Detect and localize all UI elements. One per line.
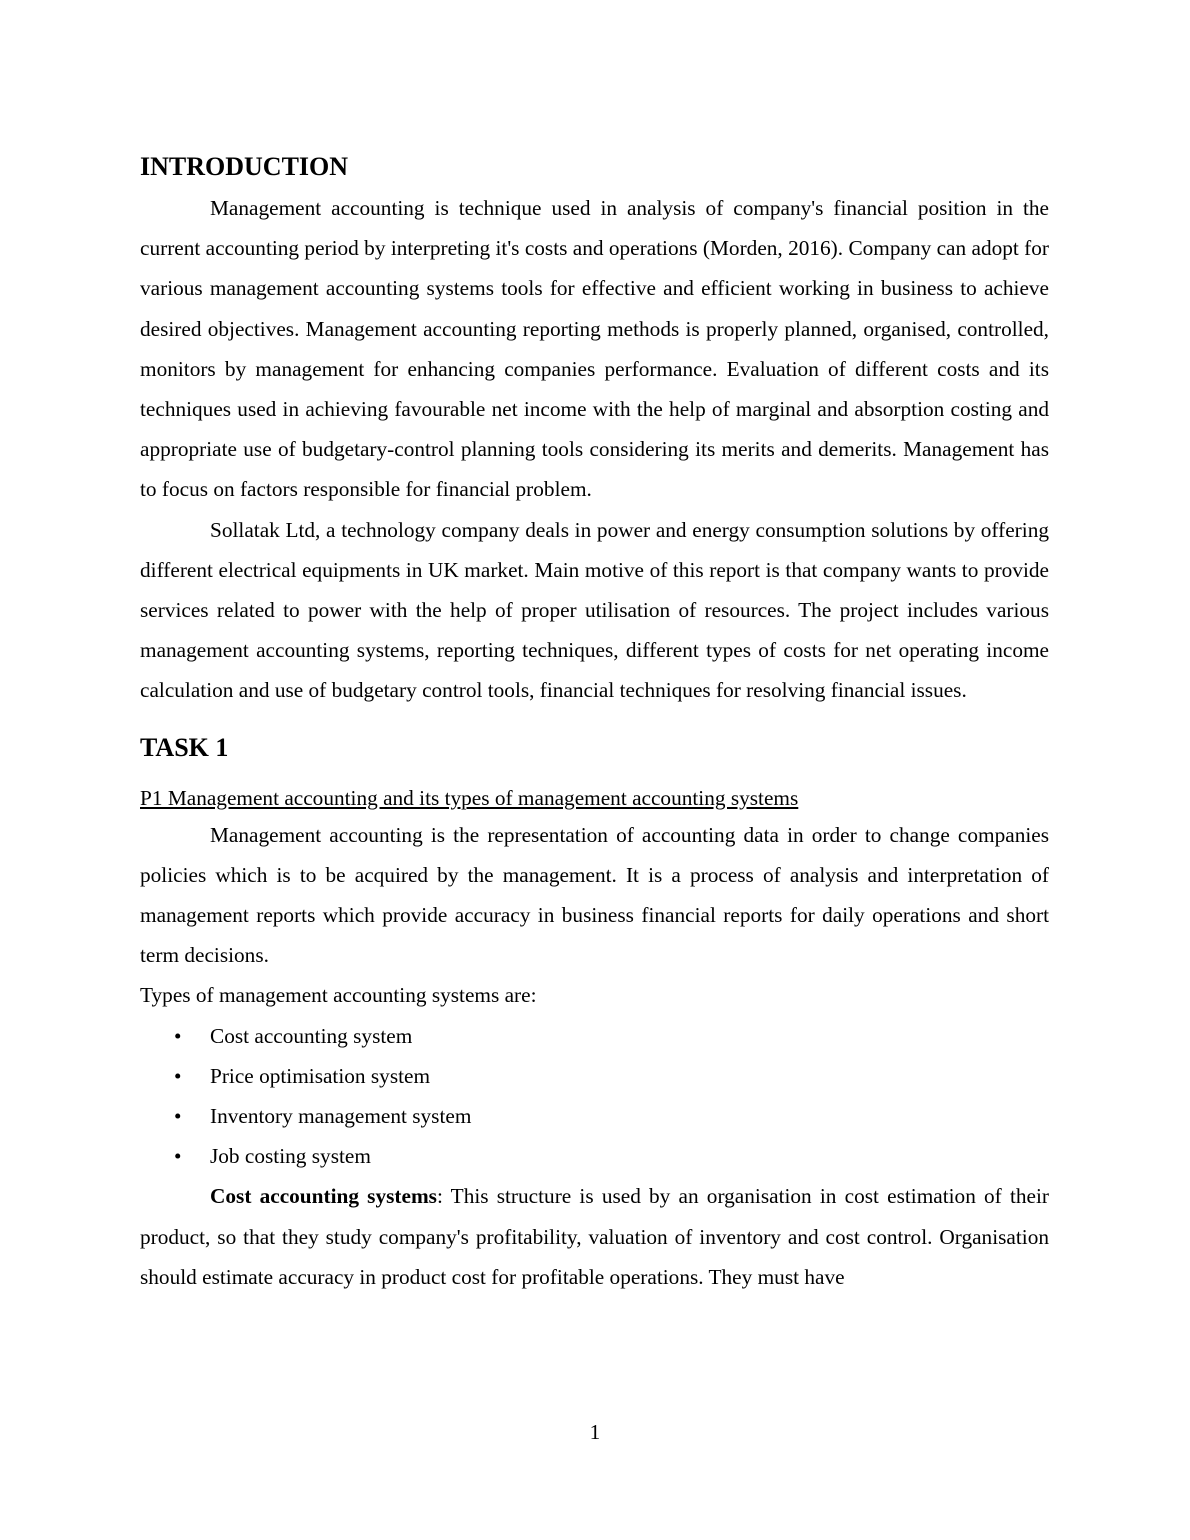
- types-list: [140, 1016, 1049, 1177]
- bullet-icon: •: [174, 1023, 182, 1048]
- list-item-text: Price optimisation system: [210, 1063, 431, 1088]
- list-item: [140, 1096, 1049, 1136]
- cost-accounting-term: Cost accounting systems: [210, 1184, 437, 1209]
- list-item: [140, 1136, 1049, 1176]
- list-item: [140, 1016, 1049, 1056]
- p1-subheading: P1 Management accounting and its types of management accounting systems: [140, 785, 799, 810]
- list-item-text: Inventory management system: [210, 1104, 472, 1129]
- list-item-text: Job costing system: [210, 1144, 371, 1169]
- page-content: [140, 148, 1049, 1297]
- task-1-heading: TASK 1: [140, 732, 229, 762]
- task-1-paragraph: Management accounting is the representation of accounting data in order to change companies policies which is to be acquired by the management. It is a process of analysis and interpretation of management reports which provide accuracy in business financial reports for daily operations and short term decisions.: [140, 822, 1049, 968]
- cost-accounting-text: : This structure is used by an organisation in cost estimation of their product, so that they study company's profitability, valuation of inventory and cost control. Organisation should estimate accuracy in product cost for profitable operations. They must have: [140, 1184, 1049, 1289]
- bullet-icon: •: [174, 1063, 182, 1088]
- intro-paragraph-1: Management accounting is technique used in analysis of company's financial position in the current accounting period by interpreting it's costs and operations (Morden, 2016). Company can adopt for various management accounting systems tools for effective and efficient working in business to achieve desired objectives. Management accounting reporting methods is properly planned, organised, controlled, monitors by management for enhancing companies performance. Evaluation of different costs and its techniques used in achieving favourable net income with the help of marginal and absorption costing and appropriate use of budgetary-control planning tools considering its merits and demerits. Management has to focus on factors responsible for financial problem.: [140, 196, 1049, 502]
- bullet-icon: •: [174, 1104, 182, 1129]
- list-item-text: Cost accounting system: [210, 1023, 413, 1048]
- bullet-icon: •: [174, 1144, 182, 1169]
- types-intro: Types of management accounting systems are:: [140, 983, 537, 1008]
- cost-accounting-paragraph: [140, 1176, 1049, 1297]
- list-item: [140, 1056, 1049, 1096]
- intro-paragraph-2: Sollatak Ltd, a technology company deals in power and energy consumption solutions by offering different electrical equipments in UK market. Main motive of this report is that company wants to provide services related to power with the help of proper utilisation of resources. The project includes various management accounting systems, reporting techniques, different types of costs for net operating income calculation and use of budgetary control tools, financial techniques for resolving financial issues.: [140, 517, 1049, 703]
- introduction-heading: INTRODUCTION: [140, 152, 349, 181]
- page-number: 1: [589, 1420, 601, 1444]
